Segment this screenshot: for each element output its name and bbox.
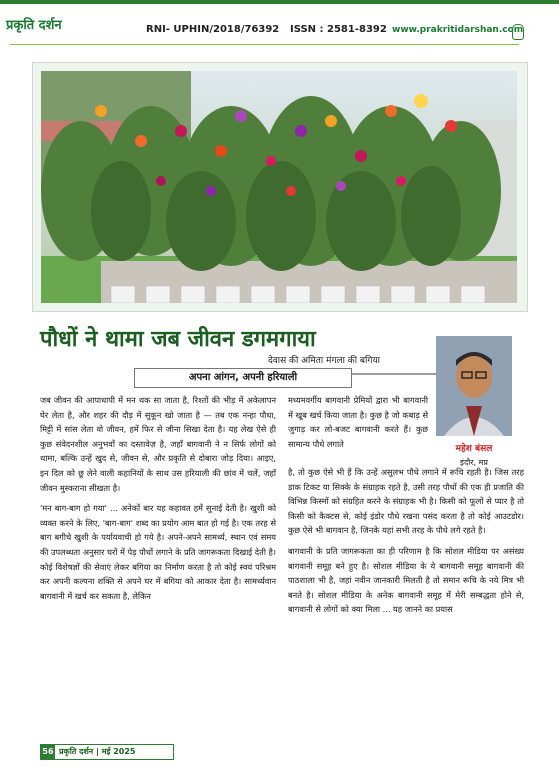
author-portrait xyxy=(436,336,512,436)
mouse-icon xyxy=(512,24,524,40)
subtitle-band xyxy=(134,368,350,386)
header-divider xyxy=(10,44,519,45)
magazine-brand: प्रकृति दर्शन xyxy=(6,18,62,33)
garden-illustration xyxy=(41,71,517,303)
paragraph: 'मन बाग-बाग हो गया' ... अनेकों बार यह कहावत हमें सुनाई देती है। खुशी को व्यक्त करने के लिए, 'बाग-बाग' शब्द का प्रयोग आम बात हो गई है। एक तरह से बाग बगीचे खुशी के पर्यायवाची हो गये है। अपने-अपने सामर्थ्य, स्थान एवं समय की उपलब्धता अनुसार घरों में पेड़ पौधों लगाने के प्रति जागरूकता दिखाई देती है। कोई विशेषज्ञों की सेवाएं लेकर बगिया का निर्माण करता है तो कोई स्वयं परिश्रम कर अपनी कल्पना शक्ति से अपने घर में बगिया को आकार देता है। सामर्थ्यवान बागवानी में खर्च कर सकता है, लेकिन xyxy=(40,503,276,601)
rni-number: RNI- UPHIN/2018/76392 xyxy=(146,24,280,35)
website-url: www.prakritidarshan.com xyxy=(392,25,524,35)
page-footer xyxy=(40,744,174,760)
photo-caption: देवास की अमिता मंगला की बगिया xyxy=(229,353,419,369)
garden-photo xyxy=(41,71,517,303)
page-header xyxy=(0,4,559,50)
article-column-right xyxy=(288,465,524,623)
author-location: इंदौर, मप्र xyxy=(460,458,488,467)
paragraph: मध्यमवर्गीय बागवानी प्रेमियों द्वारा भी बागवानी में खूब खर्च किया जाता है। कुछ है जो कबाड़ से जुगाड़ कर लो-बजट बागवानी करते हैं। कुछ सामान्य पौधे लगाते xyxy=(288,395,428,449)
paragraph: जब जीवन की आपाधापी में मन थक सा जाता है, रिश्तों की भीड़ में अकेलापन घेर लेता है, और शहर की दौड़ में सुकून खो जाता है — तब एक नन्हा पौधा, मिट्टी में सांस लेता वो जीवन, हमें फिर से जीना सिखा देता है। यह लेख ऐसे ही कुछ संवेदनशील अनुभवों का दस्तावेज़ है, जहाँ बागवानी ने न सिर्फ लोगों को थामा, बल्कि उन्हें खुद से, जीवन से, और प्रकृति से दोबारा जोड़ दिया। आइए, इन दिल को छू लेने वाली कहानियों के साथ उस हरियाली की छांव में चलें, जहाँ जीवन मुस्कराना सीखता है। xyxy=(40,395,276,493)
article-subtitle: अपना आंगन, अपनी हरियाली xyxy=(134,368,352,388)
paragraph: बागवानी के प्रति जागरूकता का ही परिणाम है कि सोशल मीडिया पर असंख्य बागवानी समूह बने हुए है। सोशल मीडिया के ये बागवानी समूह बागवानी की पाठशाला भी है, जहां नवीन जानकारी मिलती है तो समान रूचि के नये मित्र भी बनते है। सोशल मीडिया के अनेक बागवानी समूह में मेरी सम्बद्धता होने से, बागवानी से लोगों को क्या मिला ... यह जानने का प्रयास xyxy=(288,545,524,615)
footer-issue: प्रकृति दर्शन | मई 2025 xyxy=(59,747,136,756)
paragraph: है, तो कुछ ऐसे भी हैं कि उन्हें असुलभ पौधे लगाने में रूचि रहती है। जिस तरह डाक टिकट या सिक्के के संग्राहक रहते है, उसी तरह पौधों की एक ही प्रजाति की विभिन्न किस्मों को संग्रहित करने के संग्राहक भी है। किसी को फूलों से प्यार है तो किसी को कैक्टस से, कोई इंडोर पौधे रखना पसंद करता है तो कोई आउटडोर। कुछ ऐसे भी बागवान है, जिनके यहां सभी तरह के पौधे लगे रहते है। xyxy=(288,467,524,536)
issn-number: ISSN : 2581-8392 xyxy=(290,24,387,35)
article-headline: पौधों ने थामा जब जीवन डगमगाया xyxy=(40,327,316,352)
author-name: महेश बंसल xyxy=(455,444,493,454)
article-column-left xyxy=(40,393,276,609)
page-number: 56 xyxy=(41,745,55,759)
article-column-right-top xyxy=(288,393,428,457)
